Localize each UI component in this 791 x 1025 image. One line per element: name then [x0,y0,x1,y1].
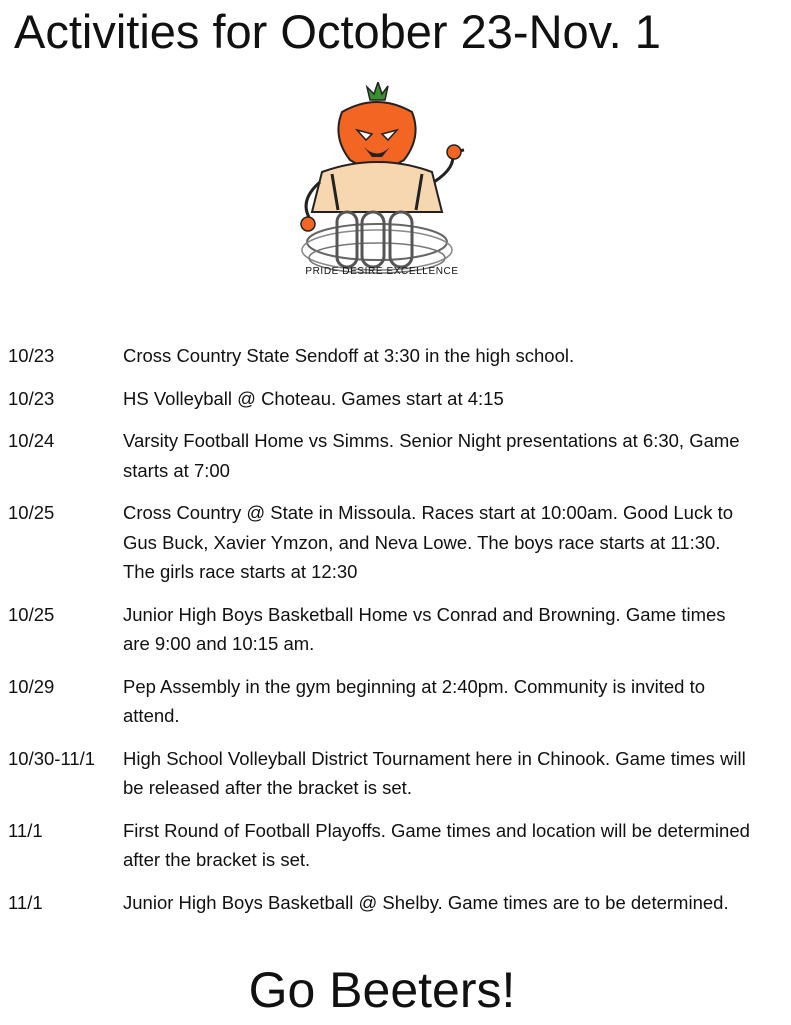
event-date: 11/1 [8,819,43,841]
logo-motto: PRIDE DESIRE EXCELLENCE [305,266,459,277]
event-description: Cross Country @ State in Missoula. Races start at 10:00am. Good Luck to Gus Buck, Xavier Ymzon, and Neva Lowe. The boys race starts at 11:30. The girls race starts at 12:30 [123,502,734,582]
closing-slogan: Go Beeters! [248,962,516,1018]
event-row [8,672,768,731]
event-description: Pep Assembly in the gym beginning at 2:40pm. Community is invited to attend. [123,675,706,726]
event-date: 11/1 [8,891,43,913]
events-list [8,341,768,917]
event-row [8,384,768,414]
event-description: High School Volleyball District Tournament here in Chinook. Game times will be released after the bracket is set. [123,747,746,798]
event-description: Junior High Boys Basketball Home vs Conrad and Browning. Game times are 9:00 and 10:15 am. [123,603,726,654]
event-row [8,888,768,918]
event-date: 10/30-11/1 [8,747,96,769]
event-description: Cross Country State Sendoff at 3:30 in the high school. [123,345,575,366]
event-description: First Round of Football Playoffs. Game times and location will be determined after the bracket is set. [123,819,750,870]
page-title: Activities for October 23-Nov. 1 [14,5,661,58]
event-description: Varsity Football Home vs Simms. Senior Night presentations at 6:30, Game starts at 7:00 [123,430,740,481]
beet-mascot-icon [282,82,472,282]
event-date: 10/25 [8,603,55,625]
event-description: Junior High Boys Basketball @ Shelby. Game times are to be determined. [123,891,729,913]
event-row [8,600,768,659]
event-date: 10/23 [8,345,55,366]
event-date: 10/23 [8,387,55,409]
event-row [8,744,768,803]
event-description: HS Volleyball @ Choteau. Games start at 4:15 [123,387,504,409]
event-row [8,426,768,485]
event-date: 10/24 [8,430,55,451]
event-date: 10/25 [8,502,55,523]
event-date: 10/29 [8,675,55,697]
event-row [8,816,768,875]
event-row [8,341,768,371]
event-row [8,498,768,587]
